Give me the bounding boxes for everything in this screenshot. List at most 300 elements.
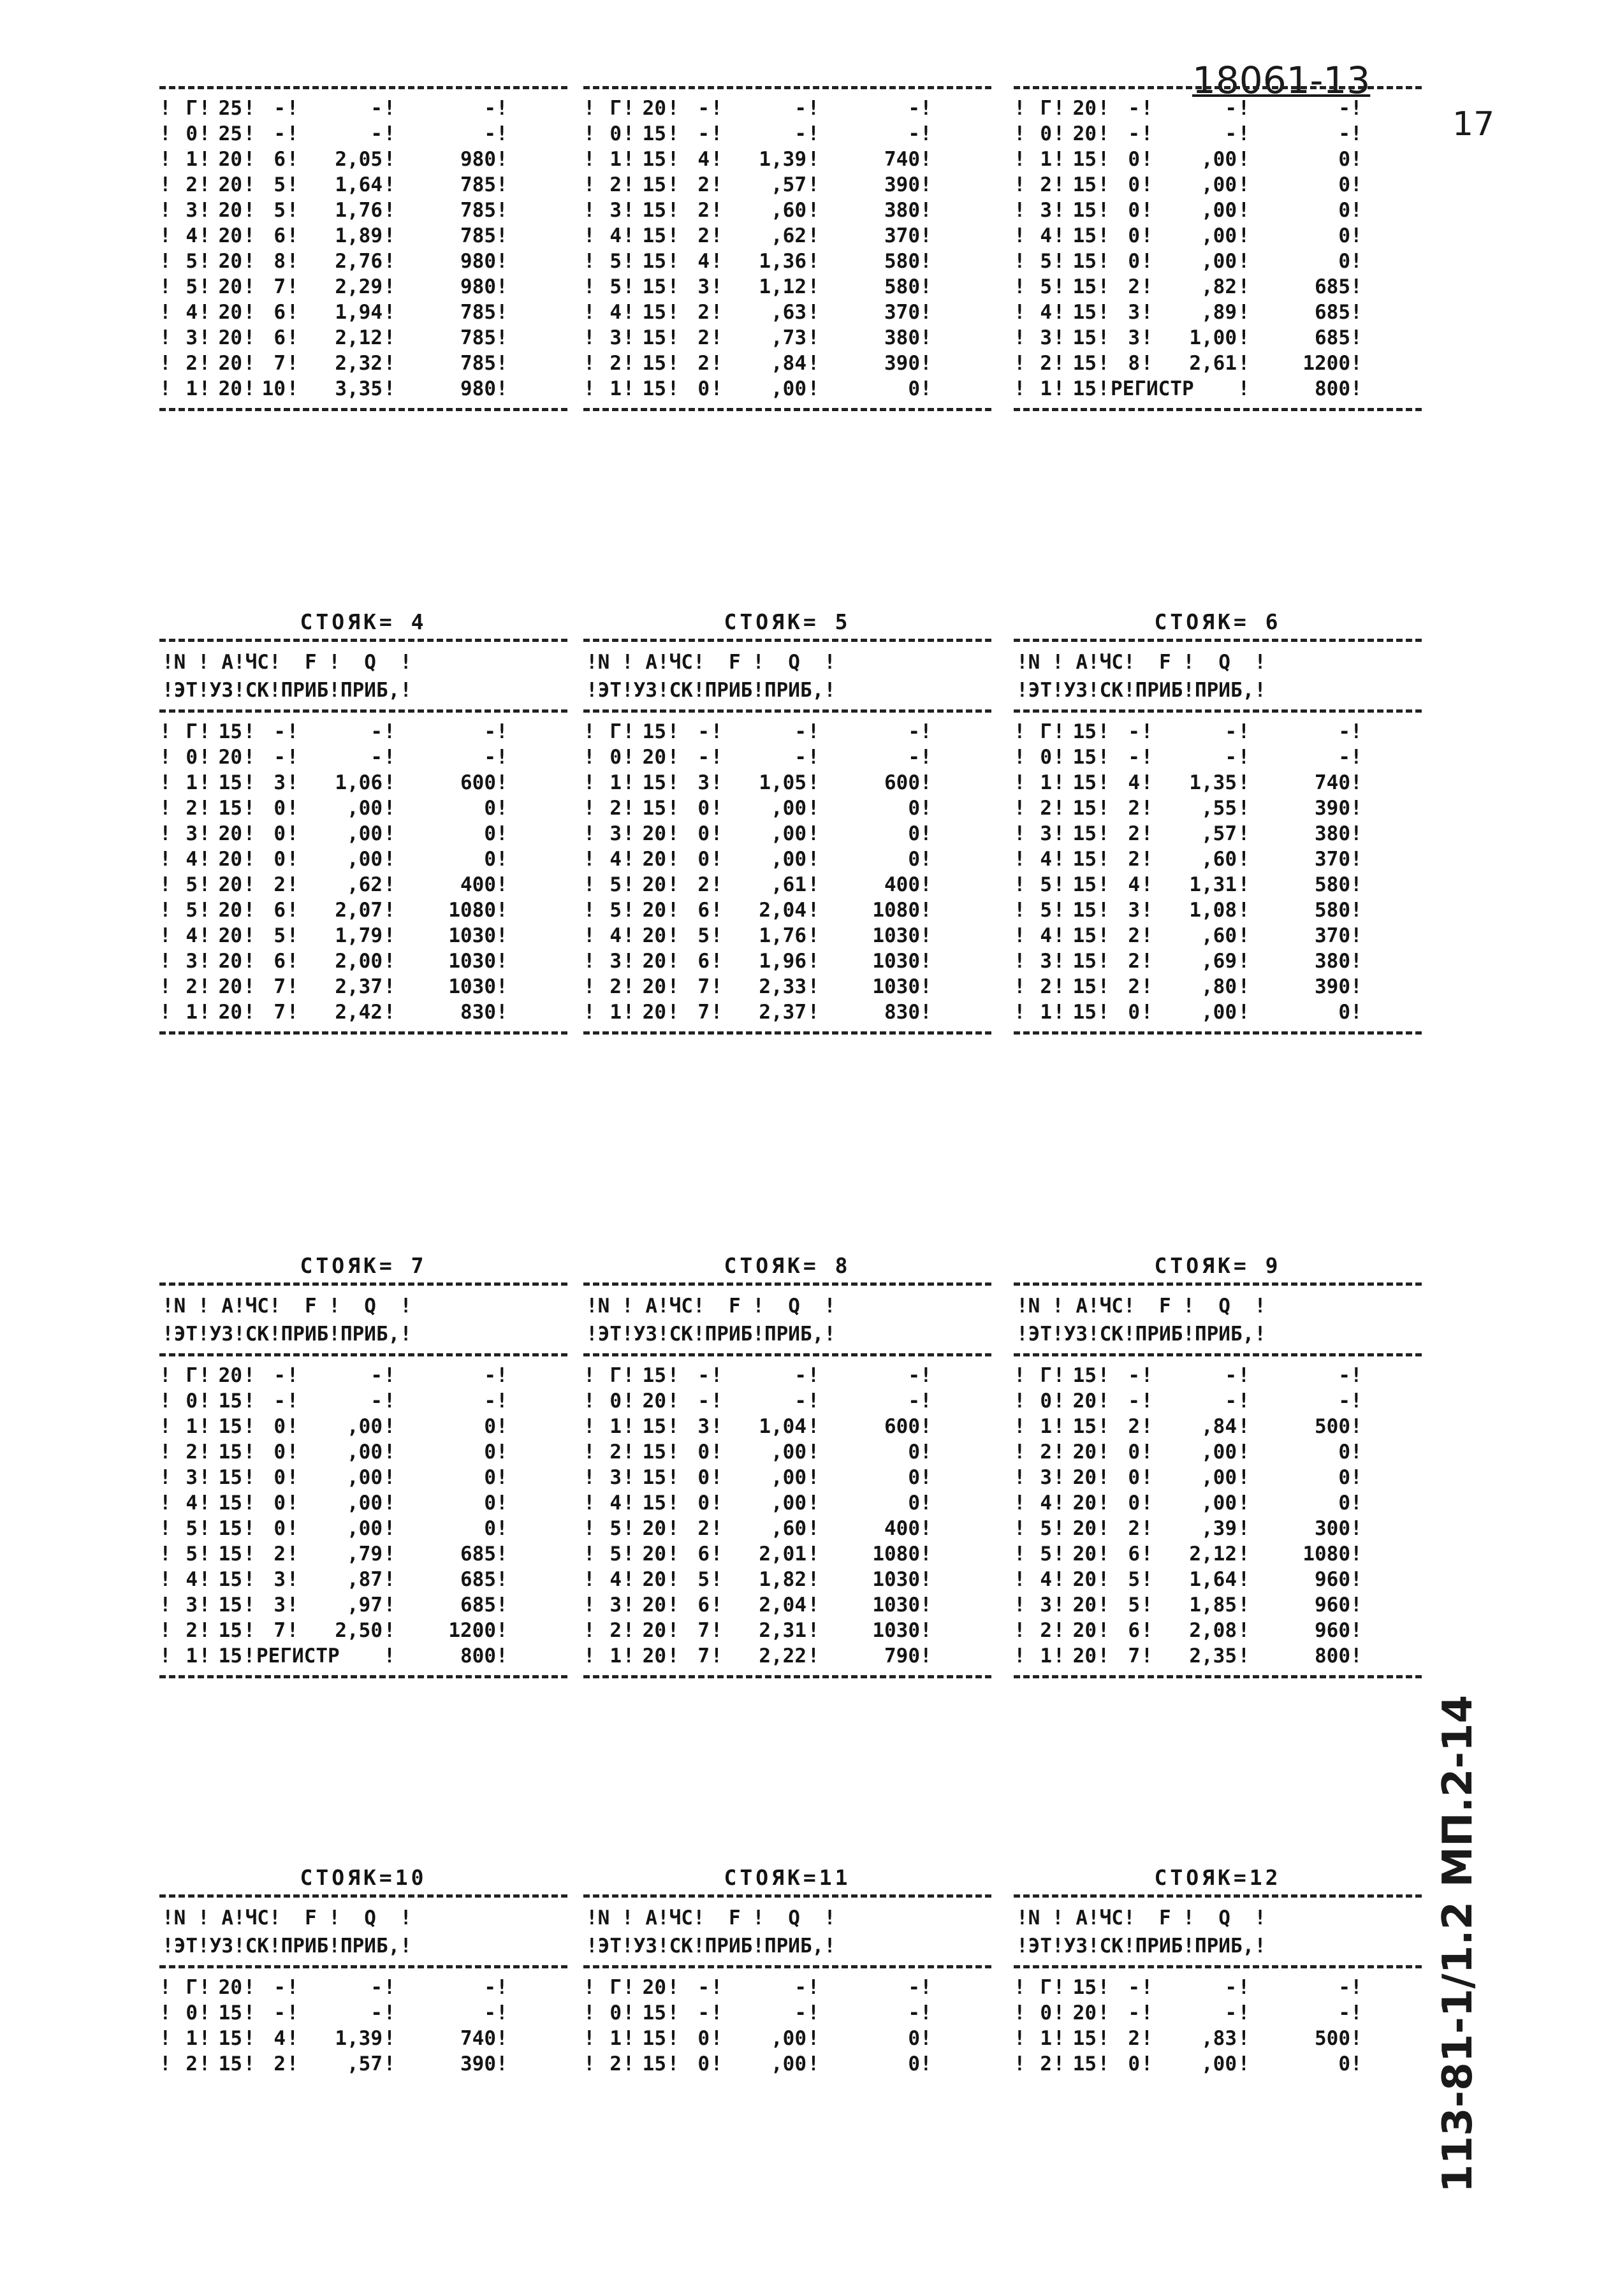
cell-separator: ! bbox=[583, 250, 595, 273]
table-cell: ,69 bbox=[1201, 950, 1237, 973]
table-cell: 20 bbox=[218, 746, 242, 769]
cell-separator: ! bbox=[383, 1543, 396, 1566]
riser-title: СТОЯК= 5 bbox=[724, 609, 851, 634]
cell-separator: ! bbox=[286, 746, 299, 769]
table-cell: ,84 bbox=[771, 352, 806, 375]
cell-separator: ! bbox=[1350, 275, 1362, 298]
table-cell: РЕГИСТР bbox=[256, 1645, 340, 1668]
cell-separator: ! bbox=[710, 199, 723, 222]
cell-separator: ! bbox=[1097, 1976, 1110, 1999]
table-row bbox=[583, 796, 991, 821]
cell-separator: ! bbox=[383, 1645, 396, 1668]
table-cell: 20 bbox=[642, 746, 666, 769]
table-header bbox=[583, 1286, 991, 1353]
table-cell: 685 bbox=[460, 1543, 496, 1566]
cell-separator: ! bbox=[1237, 899, 1250, 922]
cell-separator: ! bbox=[710, 1568, 723, 1591]
cell-separator: ! bbox=[243, 899, 256, 922]
cell-separator: ! bbox=[710, 1543, 723, 1566]
table-cell: 600 bbox=[460, 771, 496, 794]
table-cell: 15 bbox=[1072, 173, 1097, 196]
table-row bbox=[159, 948, 567, 974]
cell-separator: ! bbox=[667, 352, 680, 375]
table-row bbox=[1014, 1516, 1422, 1541]
table-cell: 0 bbox=[697, 822, 710, 845]
table-cell: 20 bbox=[642, 1001, 666, 1024]
cell-separator: ! bbox=[920, 326, 932, 349]
table-cell: 20 bbox=[642, 822, 666, 845]
cell-separator: ! bbox=[1014, 250, 1026, 273]
table-cell: 1 bbox=[609, 1645, 622, 1668]
cell-separator: ! bbox=[243, 924, 256, 947]
cell-separator: ! bbox=[1141, 899, 1153, 922]
cell-separator: ! bbox=[622, 352, 635, 375]
table-cell: 2 bbox=[1040, 173, 1052, 196]
table-cell: 1080 bbox=[872, 1543, 920, 1566]
cell-separator: ! bbox=[622, 377, 635, 400]
table-cell: 1080 bbox=[1303, 1543, 1350, 1566]
table-cell: 1030 bbox=[448, 950, 496, 973]
cell-separator: ! bbox=[496, 899, 508, 922]
cell-separator: ! bbox=[1053, 950, 1065, 973]
cell-separator: ! bbox=[667, 899, 680, 922]
table-cell: 15 bbox=[1072, 822, 1097, 845]
table-row bbox=[1014, 172, 1422, 198]
cell-separator: ! bbox=[1141, 122, 1153, 145]
table-cell: 1080 bbox=[872, 899, 920, 922]
cell-separator: ! bbox=[1014, 275, 1026, 298]
table-row bbox=[1014, 2000, 1422, 2026]
table-cell: 4 bbox=[1040, 1492, 1052, 1515]
table-cell: 380 bbox=[884, 326, 920, 349]
cell-separator: ! bbox=[286, 173, 299, 196]
cell-separator: ! bbox=[496, 1976, 508, 1999]
table-cell: ,00 bbox=[771, 1441, 806, 1464]
table-cell: 3 bbox=[609, 950, 622, 973]
table-cell: 8 bbox=[1128, 352, 1140, 375]
cell-separator: ! bbox=[1014, 873, 1026, 896]
table-cell: - bbox=[1128, 122, 1140, 145]
cell-separator: ! bbox=[667, 771, 680, 794]
table-cell: 3 bbox=[186, 326, 198, 349]
cell-separator: ! bbox=[920, 873, 932, 896]
cell-separator: ! bbox=[1237, 97, 1250, 120]
table-cell: 15 bbox=[1072, 1001, 1097, 1024]
cell-separator: ! bbox=[496, 1415, 508, 1438]
cell-separator: ! bbox=[1097, 250, 1110, 273]
cell-separator: ! bbox=[667, 2053, 680, 2075]
table-cell: - bbox=[908, 122, 920, 145]
table-cell: 20 bbox=[642, 1619, 666, 1642]
table-cell: 20 bbox=[218, 301, 242, 324]
cell-separator: ! bbox=[1237, 1517, 1250, 1540]
cell-separator: ! bbox=[622, 1568, 635, 1591]
cell-separator: ! bbox=[710, 924, 723, 947]
table-cell: 20 bbox=[218, 224, 242, 247]
table-cell: 20 bbox=[642, 975, 666, 998]
cell-separator: ! bbox=[622, 771, 635, 794]
cell-separator: ! bbox=[710, 148, 723, 171]
cell-separator: ! bbox=[583, 720, 595, 743]
table-cell: 0 bbox=[908, 2053, 920, 2075]
cell-separator: ! bbox=[807, 950, 820, 973]
cell-separator: ! bbox=[243, 250, 256, 273]
cell-separator: ! bbox=[807, 1001, 820, 1024]
cell-separator: ! bbox=[1237, 1390, 1250, 1413]
table-row bbox=[583, 274, 991, 300]
cell-separator: ! bbox=[622, 720, 635, 743]
table-cell: 1 bbox=[186, 377, 198, 400]
table-cell: - bbox=[908, 2002, 920, 2024]
table-cell: 2 bbox=[274, 873, 286, 896]
cell-separator: ! bbox=[383, 1619, 396, 1642]
cell-separator: ! bbox=[1141, 1594, 1153, 1617]
table-cell: 980 bbox=[460, 250, 496, 273]
cell-separator: ! bbox=[920, 975, 932, 998]
cell-separator: ! bbox=[159, 250, 171, 273]
cell-separator: ! bbox=[286, 1390, 299, 1413]
table-cell: 0 bbox=[908, 822, 920, 845]
cell-separator: ! bbox=[1141, 1543, 1153, 1566]
cell-separator: ! bbox=[1141, 1390, 1153, 1413]
cell-separator: ! bbox=[1141, 2027, 1153, 2050]
cell-separator: ! bbox=[1350, 2053, 1362, 2075]
cell-separator: ! bbox=[1237, 173, 1250, 196]
cell-separator: ! bbox=[1350, 2027, 1362, 2050]
cell-separator: ! bbox=[667, 377, 680, 400]
cell-separator: ! bbox=[286, 1517, 299, 1540]
cell-separator: ! bbox=[383, 771, 396, 794]
table-cell: ,57 bbox=[347, 2053, 383, 2075]
table-cell: 20 bbox=[218, 1001, 242, 1024]
table-cell: 20 bbox=[642, 1645, 666, 1668]
cell-separator: ! bbox=[1141, 275, 1153, 298]
cell-separator: ! bbox=[383, 1390, 396, 1413]
cell-separator: ! bbox=[383, 352, 396, 375]
cell-separator: ! bbox=[920, 797, 932, 820]
cell-separator: ! bbox=[710, 377, 723, 400]
table-row bbox=[583, 96, 991, 121]
table-row bbox=[1014, 1541, 1422, 1567]
table-cell: 1 bbox=[186, 1645, 198, 1668]
table-cell: 0 bbox=[908, 797, 920, 820]
cell-separator: ! bbox=[1097, 1466, 1110, 1489]
cell-separator: ! bbox=[286, 326, 299, 349]
table-row bbox=[583, 1465, 991, 1490]
cell-separator: ! bbox=[1350, 97, 1362, 120]
table-cell: 0 bbox=[274, 822, 286, 845]
table-row bbox=[583, 198, 991, 223]
table-cell: - bbox=[908, 746, 920, 769]
cell-separator: ! bbox=[496, 924, 508, 947]
table-cell: 6 bbox=[274, 301, 286, 324]
cell-separator: ! bbox=[583, 1390, 595, 1413]
cell-separator: ! bbox=[583, 1466, 595, 1489]
table-cell: 1 bbox=[609, 377, 622, 400]
cell-separator: ! bbox=[159, 746, 171, 769]
cell-separator: ! bbox=[198, 2027, 211, 2050]
table-cell: 4 bbox=[1128, 873, 1140, 896]
table-row bbox=[583, 1414, 991, 1439]
cell-separator: ! bbox=[1350, 720, 1362, 743]
table-cell: 6 bbox=[1128, 1619, 1140, 1642]
table-cell: ,00 bbox=[347, 1466, 383, 1489]
cell-separator: ! bbox=[622, 275, 635, 298]
table-cell: 1 bbox=[186, 148, 198, 171]
cell-separator: ! bbox=[1141, 173, 1153, 196]
cell-separator: ! bbox=[1053, 873, 1065, 896]
header-line: !ЭТ!УЗ!СК!ПРИБ!ПРИБ,! bbox=[1016, 1935, 1266, 1958]
cell-separator: ! bbox=[622, 97, 635, 120]
table-cell: 15 bbox=[218, 2053, 242, 2075]
table-cell: Г bbox=[609, 1364, 622, 1387]
cell-separator: ! bbox=[496, 1466, 508, 1489]
cell-separator: ! bbox=[1053, 1976, 1065, 1999]
table-cell: 0 bbox=[1128, 1466, 1140, 1489]
table-cell: 0 bbox=[697, 1492, 710, 1515]
cell-separator: ! bbox=[710, 848, 723, 871]
table-cell: 390 bbox=[884, 173, 920, 196]
cell-separator: ! bbox=[1053, 275, 1065, 298]
cell-separator: ! bbox=[1014, 1619, 1026, 1642]
cell-separator: ! bbox=[243, 122, 256, 145]
table-cell: 20 bbox=[218, 352, 242, 375]
table-cell: 2 bbox=[1040, 2053, 1052, 2075]
cell-separator: ! bbox=[198, 352, 211, 375]
table-cell: Г bbox=[609, 97, 622, 120]
cell-separator: ! bbox=[383, 2053, 396, 2075]
table-row bbox=[1014, 198, 1422, 223]
table-cell: 2 bbox=[1040, 1619, 1052, 1642]
cell-separator: ! bbox=[920, 1390, 932, 1413]
table-cell: ,00 bbox=[347, 1517, 383, 1540]
cell-separator: ! bbox=[710, 1415, 723, 1438]
table-cell: 3 bbox=[1128, 326, 1140, 349]
cell-separator: ! bbox=[198, 873, 211, 896]
cell-separator: ! bbox=[583, 899, 595, 922]
table-cell: - bbox=[1338, 2002, 1350, 2024]
cell-separator: ! bbox=[1053, 1517, 1065, 1540]
cell-separator: ! bbox=[243, 1976, 256, 1999]
cell-separator: ! bbox=[710, 1645, 723, 1668]
table-cell: - bbox=[697, 1364, 710, 1387]
cell-separator: ! bbox=[1014, 301, 1026, 324]
cell-separator: ! bbox=[1014, 326, 1026, 349]
cell-separator: ! bbox=[1097, 1645, 1110, 1668]
table-cell: 7 bbox=[274, 352, 286, 375]
cell-separator: ! bbox=[1350, 1364, 1362, 1387]
cell-separator: ! bbox=[807, 771, 820, 794]
table-cell: 20 bbox=[218, 1976, 242, 1999]
cell-separator: ! bbox=[286, 1568, 299, 1591]
table-cell: 15 bbox=[642, 1492, 666, 1515]
cell-separator: ! bbox=[243, 1543, 256, 1566]
cell-separator: ! bbox=[159, 326, 171, 349]
table-cell: 0 bbox=[274, 797, 286, 820]
cell-separator: ! bbox=[807, 1645, 820, 1668]
cell-separator: ! bbox=[159, 301, 171, 324]
table-cell: 7 bbox=[697, 1619, 710, 1642]
cell-separator: ! bbox=[198, 1492, 211, 1515]
cell-separator: ! bbox=[159, 1543, 171, 1566]
cell-separator: ! bbox=[1350, 873, 1362, 896]
table-cell: 1 bbox=[609, 2027, 622, 2050]
cell-separator: ! bbox=[807, 746, 820, 769]
cell-separator: ! bbox=[159, 924, 171, 947]
cell-separator: ! bbox=[243, 148, 256, 171]
cell-separator: ! bbox=[583, 822, 595, 845]
table-cell: 2 bbox=[274, 1543, 286, 1566]
cell-separator: ! bbox=[159, 975, 171, 998]
table-cell: 15 bbox=[642, 122, 666, 145]
cell-separator: ! bbox=[583, 1492, 595, 1515]
cell-separator: ! bbox=[243, 720, 256, 743]
table-cell: 685 bbox=[1315, 301, 1350, 324]
cell-separator: ! bbox=[243, 848, 256, 871]
cell-separator: ! bbox=[243, 173, 256, 196]
table-row bbox=[159, 325, 567, 351]
table-cell: 6 bbox=[274, 950, 286, 973]
cell-separator: ! bbox=[920, 1976, 932, 1999]
cell-separator: ! bbox=[1014, 97, 1026, 120]
cell-separator: ! bbox=[1014, 924, 1026, 947]
table-cell: 3 bbox=[1128, 301, 1140, 324]
table-cell: ,00 bbox=[347, 797, 383, 820]
cell-separator: ! bbox=[1237, 1543, 1250, 1566]
cell-separator: ! bbox=[198, 326, 211, 349]
cell-separator: ! bbox=[159, 950, 171, 973]
cell-separator: ! bbox=[1014, 720, 1026, 743]
table-row bbox=[583, 172, 991, 198]
table-cell: 4 bbox=[1040, 848, 1052, 871]
cell-separator: ! bbox=[583, 1568, 595, 1591]
cell-separator: ! bbox=[1141, 797, 1153, 820]
cell-separator: ! bbox=[1053, 352, 1065, 375]
table-cell: 5 bbox=[186, 1517, 198, 1540]
table-row bbox=[1014, 1439, 1422, 1465]
table-cell: - bbox=[484, 1976, 496, 1999]
table-row bbox=[583, 2000, 991, 2026]
table-cell: 2 bbox=[1128, 797, 1140, 820]
table-cell: - bbox=[1338, 1390, 1350, 1413]
cell-separator: ! bbox=[807, 797, 820, 820]
table-cell: 0 bbox=[609, 2002, 622, 2024]
cell-separator: ! bbox=[1014, 1543, 1026, 1566]
cell-separator: ! bbox=[496, 2002, 508, 2024]
table-cell: 20 bbox=[218, 1364, 242, 1387]
cell-separator: ! bbox=[1237, 1619, 1250, 1642]
table-cell: 2 bbox=[697, 352, 710, 375]
table-cell: 15 bbox=[218, 1543, 242, 1566]
cell-separator: ! bbox=[1237, 1441, 1250, 1464]
cell-separator: ! bbox=[807, 250, 820, 273]
table-row bbox=[1014, 2026, 1422, 2051]
cell-separator: ! bbox=[496, 771, 508, 794]
table-cell: ,00 bbox=[1201, 2053, 1237, 2075]
table-cell: 20 bbox=[1072, 1568, 1097, 1591]
header-line: !N ! А!ЧС! F ! Q ! bbox=[162, 651, 412, 674]
table-cell: 1,76 bbox=[335, 199, 383, 222]
cell-separator: ! bbox=[622, 797, 635, 820]
table-cell: 740 bbox=[884, 148, 920, 171]
dashed-rule bbox=[583, 1675, 991, 1678]
cell-separator: ! bbox=[198, 1001, 211, 1024]
cell-separator: ! bbox=[667, 1543, 680, 1566]
table-cell: 20 bbox=[642, 950, 666, 973]
table-row bbox=[159, 1567, 567, 1592]
cell-separator: ! bbox=[583, 1001, 595, 1024]
table-cell: 20 bbox=[218, 148, 242, 171]
cell-separator: ! bbox=[1053, 250, 1065, 273]
cell-separator: ! bbox=[807, 1517, 820, 1540]
table-row bbox=[159, 1363, 567, 1388]
table-cell: 5 bbox=[1040, 873, 1052, 896]
cell-separator: ! bbox=[198, 173, 211, 196]
cell-separator: ! bbox=[583, 1364, 595, 1387]
cell-separator: ! bbox=[383, 975, 396, 998]
cell-separator: ! bbox=[1014, 950, 1026, 973]
table-cell: - bbox=[697, 1976, 710, 1999]
table-cell: 1030 bbox=[872, 1619, 920, 1642]
table-row bbox=[1014, 1618, 1422, 1643]
cell-separator: ! bbox=[243, 1619, 256, 1642]
cell-separator: ! bbox=[198, 822, 211, 845]
cell-separator: ! bbox=[583, 975, 595, 998]
table-cell: 20 bbox=[1072, 1441, 1097, 1464]
table-cell: 15 bbox=[1072, 224, 1097, 247]
table-cell: 0 bbox=[1338, 224, 1350, 247]
cell-separator: ! bbox=[198, 746, 211, 769]
table-body bbox=[583, 1968, 991, 2083]
cell-separator: ! bbox=[496, 224, 508, 247]
cell-separator: ! bbox=[1237, 275, 1250, 298]
cell-separator: ! bbox=[622, 1415, 635, 1438]
table-cell: 0 bbox=[484, 822, 496, 845]
cell-separator: ! bbox=[243, 275, 256, 298]
table-cell: 15 bbox=[1072, 326, 1097, 349]
cell-separator: ! bbox=[1097, 377, 1110, 400]
cell-separator: ! bbox=[243, 1466, 256, 1489]
table-cell: ,00 bbox=[1201, 250, 1237, 273]
cell-separator: ! bbox=[1053, 899, 1065, 922]
cell-separator: ! bbox=[286, 1441, 299, 1464]
table-cell: 0 bbox=[609, 1390, 622, 1413]
cell-separator: ! bbox=[1237, 848, 1250, 871]
table-cell: 15 bbox=[1072, 2053, 1097, 2075]
table-cell: 980 bbox=[460, 275, 496, 298]
table-cell: 1 bbox=[1040, 1415, 1052, 1438]
cell-separator: ! bbox=[496, 275, 508, 298]
cell-separator: ! bbox=[667, 275, 680, 298]
cell-separator: ! bbox=[807, 720, 820, 743]
table-cell: 2,04 bbox=[759, 899, 806, 922]
cell-separator: ! bbox=[1237, 224, 1250, 247]
table-cell: - bbox=[370, 122, 383, 145]
cell-separator: ! bbox=[286, 924, 299, 947]
table-cell: - bbox=[1225, 746, 1237, 769]
table-row bbox=[583, 846, 991, 872]
cell-separator: ! bbox=[286, 148, 299, 171]
riser-table bbox=[1014, 1249, 1422, 1678]
table-cell: 15 bbox=[218, 1390, 242, 1413]
table-body bbox=[1014, 89, 1422, 408]
table-header bbox=[1014, 642, 1422, 709]
cell-separator: ! bbox=[383, 950, 396, 973]
cell-separator: ! bbox=[1350, 1415, 1362, 1438]
table-cell: 960 bbox=[1315, 1568, 1350, 1591]
table-cell: - bbox=[370, 746, 383, 769]
table-cell: 6 bbox=[1128, 1543, 1140, 1566]
